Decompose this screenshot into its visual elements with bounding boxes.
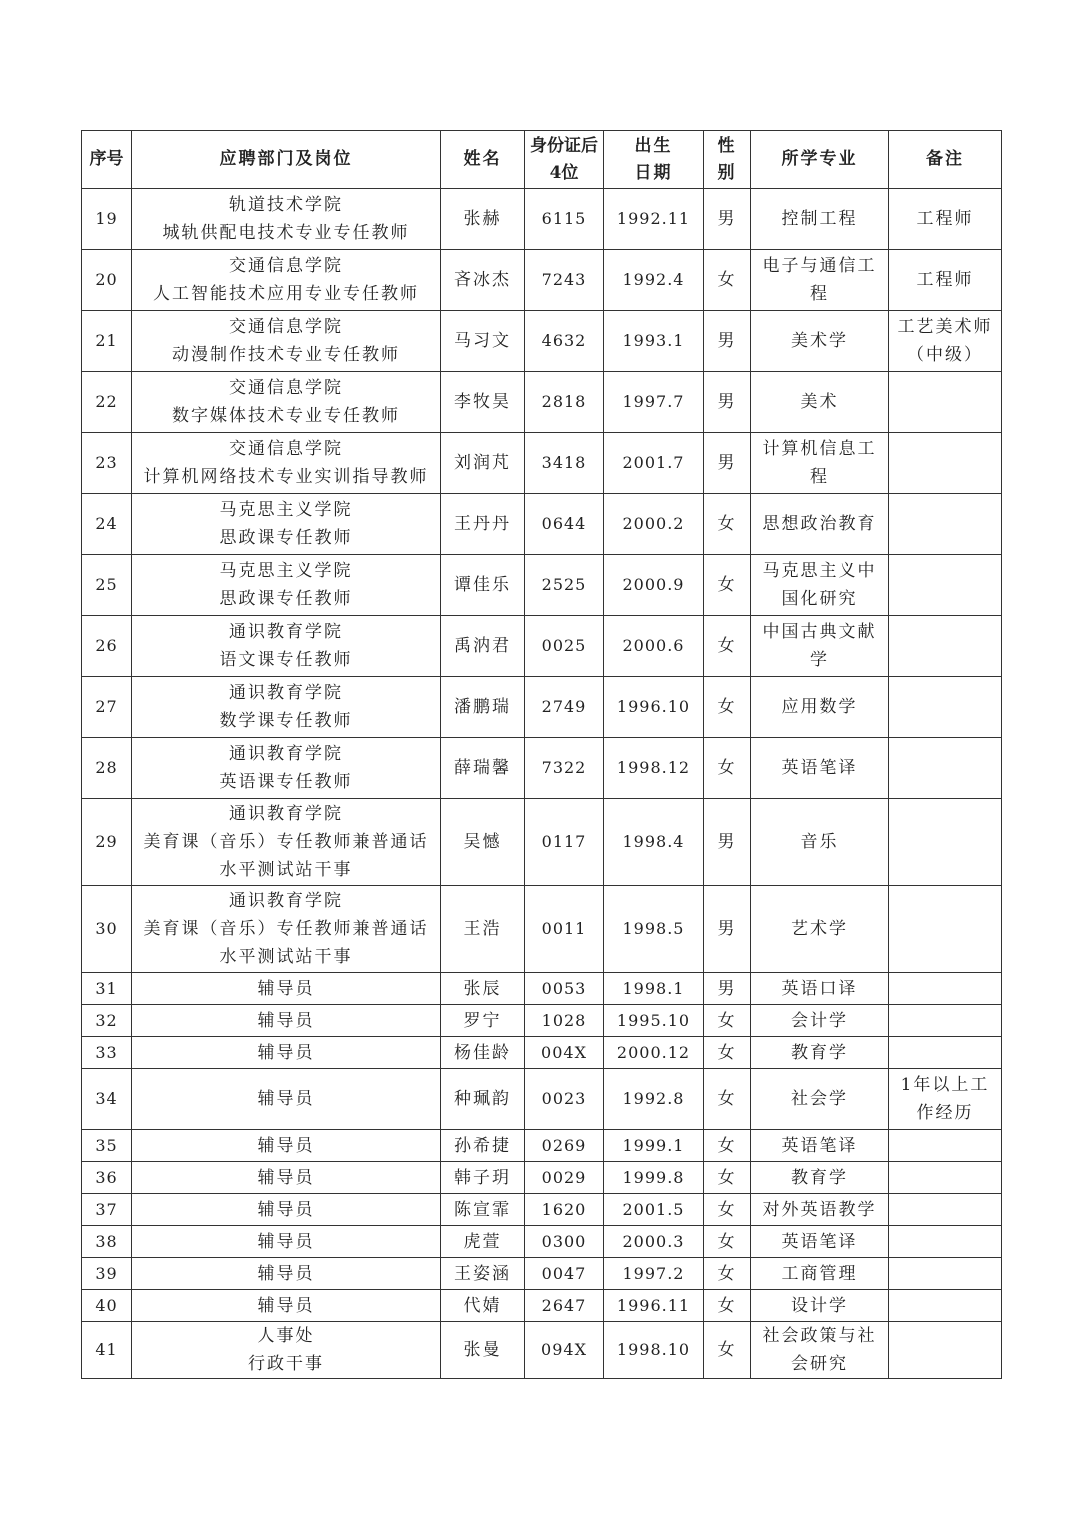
cell-id4: 2818 [525, 372, 604, 433]
cell-note [889, 799, 1002, 886]
cell-position [132, 738, 441, 799]
cell-post: 美育课（音乐）专任教师兼普通话水平测试站干事 [143, 832, 429, 880]
cell-name: 潘鹏瑞 [441, 677, 525, 738]
cell-post: 辅导员 [257, 1167, 315, 1188]
cell-major: 中国古典文献学 [751, 616, 889, 677]
cell-position [132, 1194, 441, 1226]
cell-id4: 4632 [525, 311, 604, 372]
cell-gender: 男 [704, 973, 751, 1005]
cell-birth: 1995.10 [604, 1005, 704, 1037]
cell-seq: 23 [82, 433, 132, 494]
cell-gender: 男 [704, 799, 751, 886]
cell-id4: 0047 [525, 1258, 604, 1290]
table-row [82, 1130, 1002, 1162]
cell-name: 种珮韵 [441, 1069, 525, 1130]
cell-major: 应用数学 [751, 677, 889, 738]
cell-major: 英语笔译 [751, 738, 889, 799]
cell-birth: 1999.8 [604, 1162, 704, 1194]
table-row [82, 1162, 1002, 1194]
cell-birth: 1998.4 [604, 799, 704, 886]
cell-position [132, 973, 441, 1005]
cell-seq: 30 [82, 886, 132, 973]
cell-post: 数字媒体技术专业专任教师 [172, 406, 400, 426]
cell-position [132, 1037, 441, 1069]
cell-note [889, 1226, 1002, 1258]
cell-gender: 女 [704, 1290, 751, 1322]
cell-seq: 25 [82, 555, 132, 616]
cell-gender: 女 [704, 1162, 751, 1194]
cell-id4: 1620 [525, 1194, 604, 1226]
cell-id4: 1028 [525, 1005, 604, 1037]
cell-dept: 通识教育学院 [229, 891, 343, 911]
cell-position [132, 1258, 441, 1290]
header-major: 所学专业 [751, 131, 889, 189]
cell-seq: 36 [82, 1162, 132, 1194]
cell-birth: 1992.4 [604, 250, 704, 311]
cell-post: 人工智能技术应用专业专任教师 [153, 284, 419, 304]
cell-seq: 27 [82, 677, 132, 738]
header-position: 应聘部门及岗位 [132, 131, 441, 189]
cell-id4: 2749 [525, 677, 604, 738]
cell-seq: 32 [82, 1005, 132, 1037]
cell-major: 计算机信息工程 [751, 433, 889, 494]
cell-birth: 2000.6 [604, 616, 704, 677]
cell-name: 王姿涵 [441, 1258, 525, 1290]
cell-note [889, 738, 1002, 799]
cell-seq: 33 [82, 1037, 132, 1069]
cell-note [889, 1037, 1002, 1069]
cell-position [132, 799, 441, 886]
cell-dept: 人事处 [257, 1326, 315, 1346]
cell-name: 张赫 [441, 189, 525, 250]
cell-gender: 女 [704, 616, 751, 677]
cell-birth: 1996.11 [604, 1290, 704, 1322]
cell-major: 工商管理 [751, 1258, 889, 1290]
cell-dept: 交通信息学院 [229, 317, 343, 337]
cell-seq: 31 [82, 973, 132, 1005]
cell-post: 城轨供配电技术专业专任教师 [162, 223, 410, 243]
cell-gender: 女 [704, 555, 751, 616]
table-row [82, 1069, 1002, 1130]
cell-post: 思政课专任教师 [219, 528, 353, 548]
cell-dept: 轨道技术学院 [229, 195, 343, 215]
cell-major: 艺术学 [751, 886, 889, 973]
table-row [82, 311, 1002, 372]
table-row [82, 189, 1002, 250]
cell-major: 美术学 [751, 311, 889, 372]
cell-major: 马克思主义中国化研究 [751, 555, 889, 616]
cell-name: 代婧 [441, 1290, 525, 1322]
cell-post: 数学课专任教师 [219, 711, 353, 731]
cell-birth: 1993.1 [604, 311, 704, 372]
cell-post: 动漫制作技术专业专任教师 [172, 345, 400, 365]
cell-name: 刘润芃 [441, 433, 525, 494]
cell-note [889, 973, 1002, 1005]
cell-dept: 马克思主义学院 [219, 561, 353, 581]
cell-id4: 0269 [525, 1130, 604, 1162]
cell-id4: 0300 [525, 1226, 604, 1258]
cell-birth: 1996.10 [604, 677, 704, 738]
cell-major: 美术 [751, 372, 889, 433]
cell-id4: 0011 [525, 886, 604, 973]
cell-note [889, 1130, 1002, 1162]
cell-note [889, 372, 1002, 433]
cell-name: 杨佳龄 [441, 1037, 525, 1069]
cell-id4: 0644 [525, 494, 604, 555]
cell-note [889, 1162, 1002, 1194]
cell-id4: 7243 [525, 250, 604, 311]
cell-post: 英语课专任教师 [219, 772, 353, 792]
cell-id4: 094X [525, 1322, 604, 1379]
cell-position [132, 372, 441, 433]
table-row [82, 1290, 1002, 1322]
cell-major: 英语口译 [751, 973, 889, 1005]
header-note: 备注 [889, 131, 1002, 189]
cell-position [132, 677, 441, 738]
cell-name: 禹汭君 [441, 616, 525, 677]
cell-note [889, 494, 1002, 555]
cell-name: 陈宣霏 [441, 1194, 525, 1226]
applicant-table [81, 130, 1002, 1379]
cell-gender: 男 [704, 886, 751, 973]
cell-dept: 通识教育学院 [229, 683, 343, 703]
cell-position [132, 1162, 441, 1194]
cell-name: 孙希捷 [441, 1130, 525, 1162]
cell-name: 张辰 [441, 973, 525, 1005]
cell-name: 王丹丹 [441, 494, 525, 555]
cell-birth: 1998.1 [604, 973, 704, 1005]
cell-birth: 2001.5 [604, 1194, 704, 1226]
header-birth: 出生日期 [604, 131, 704, 189]
table-row [82, 616, 1002, 677]
cell-dept: 马克思主义学院 [219, 500, 353, 520]
cell-gender: 女 [704, 1130, 751, 1162]
table-row [82, 886, 1002, 973]
table-row [82, 799, 1002, 886]
cell-id4: 0117 [525, 799, 604, 886]
cell-post: 辅导员 [257, 1231, 315, 1252]
cell-seq: 40 [82, 1290, 132, 1322]
cell-gender: 女 [704, 1069, 751, 1130]
cell-post: 语文课专任教师 [219, 650, 353, 670]
cell-name: 王浩 [441, 886, 525, 973]
cell-gender: 女 [704, 1005, 751, 1037]
cell-major: 控制工程 [751, 189, 889, 250]
cell-post: 辅导员 [257, 1199, 315, 1220]
cell-gender: 女 [704, 250, 751, 311]
table-row [82, 433, 1002, 494]
cell-seq: 39 [82, 1258, 132, 1290]
cell-seq: 41 [82, 1322, 132, 1379]
cell-id4: 3418 [525, 433, 604, 494]
cell-gender: 女 [704, 677, 751, 738]
cell-position [132, 1226, 441, 1258]
cell-post: 辅导员 [257, 978, 315, 999]
cell-birth: 1992.8 [604, 1069, 704, 1130]
cell-birth: 2000.2 [604, 494, 704, 555]
cell-post: 美育课（音乐）专任教师兼普通话水平测试站干事 [143, 919, 429, 967]
cell-seq: 20 [82, 250, 132, 311]
cell-id4: 0025 [525, 616, 604, 677]
cell-birth: 1997.2 [604, 1258, 704, 1290]
cell-seq: 21 [82, 311, 132, 372]
cell-gender: 女 [704, 1194, 751, 1226]
cell-dept: 交通信息学院 [229, 256, 343, 276]
cell-birth: 1998.12 [604, 738, 704, 799]
cell-post: 辅导员 [257, 1295, 315, 1316]
cell-name: 张曼 [441, 1322, 525, 1379]
cell-id4: 6115 [525, 189, 604, 250]
cell-gender: 男 [704, 433, 751, 494]
cell-seq: 22 [82, 372, 132, 433]
cell-position [132, 886, 441, 973]
cell-seq: 37 [82, 1194, 132, 1226]
cell-birth: 1997.7 [604, 372, 704, 433]
cell-major: 音乐 [751, 799, 889, 886]
cell-note: 工艺美术师（中级） [889, 311, 1002, 372]
cell-seq: 19 [82, 189, 132, 250]
cell-dept: 通识教育学院 [229, 804, 343, 824]
table-row [82, 1005, 1002, 1037]
cell-gender: 男 [704, 372, 751, 433]
cell-name: 虎萱 [441, 1226, 525, 1258]
cell-dept: 通识教育学院 [229, 622, 343, 642]
cell-birth: 1992.11 [604, 189, 704, 250]
cell-name: 吴憾 [441, 799, 525, 886]
table-row [82, 973, 1002, 1005]
cell-seq: 38 [82, 1226, 132, 1258]
cell-post: 辅导员 [257, 1135, 315, 1156]
header-row [82, 131, 1002, 189]
cell-post: 计算机网络技术专业实训指导教师 [143, 467, 429, 487]
cell-position [132, 1130, 441, 1162]
header-seq: 序号 [82, 131, 132, 189]
cell-name: 马习文 [441, 311, 525, 372]
cell-note: 1年以上工作经历 [889, 1069, 1002, 1130]
cell-major: 思想政治教育 [751, 494, 889, 555]
cell-gender: 男 [704, 189, 751, 250]
cell-dept: 交通信息学院 [229, 439, 343, 459]
cell-birth: 1998.5 [604, 886, 704, 973]
table-row [82, 1258, 1002, 1290]
cell-note [889, 886, 1002, 973]
table-body [82, 189, 1002, 1379]
table-row [82, 677, 1002, 738]
cell-gender: 男 [704, 311, 751, 372]
cell-name: 吝冰杰 [441, 250, 525, 311]
table-row [82, 1037, 1002, 1069]
cell-position [132, 1290, 441, 1322]
cell-id4: 0023 [525, 1069, 604, 1130]
header-gender: 性别 [704, 131, 751, 189]
cell-dept: 通识教育学院 [229, 744, 343, 764]
cell-name: 李牧昊 [441, 372, 525, 433]
cell-birth: 2001.7 [604, 433, 704, 494]
table-row [82, 555, 1002, 616]
cell-name: 韩子玥 [441, 1162, 525, 1194]
cell-birth: 1998.10 [604, 1322, 704, 1379]
cell-id4: 0053 [525, 973, 604, 1005]
cell-note [889, 1290, 1002, 1322]
cell-note [889, 433, 1002, 494]
cell-post: 行政干事 [248, 1354, 324, 1374]
cell-seq: 34 [82, 1069, 132, 1130]
cell-gender: 女 [704, 1037, 751, 1069]
cell-major: 英语笔译 [751, 1130, 889, 1162]
cell-major: 教育学 [751, 1037, 889, 1069]
cell-position [132, 250, 441, 311]
header-id4: 身份证后4位 [525, 131, 604, 189]
cell-id4: 2647 [525, 1290, 604, 1322]
cell-gender: 女 [704, 1226, 751, 1258]
cell-seq: 28 [82, 738, 132, 799]
cell-seq: 26 [82, 616, 132, 677]
cell-major: 设计学 [751, 1290, 889, 1322]
table-row [82, 738, 1002, 799]
table-row [82, 250, 1002, 311]
cell-post: 辅导员 [257, 1010, 315, 1031]
cell-seq: 29 [82, 799, 132, 886]
cell-position [132, 189, 441, 250]
cell-post: 辅导员 [257, 1089, 315, 1109]
cell-note [889, 1322, 1002, 1379]
cell-major: 对外英语教学 [751, 1194, 889, 1226]
cell-birth: 2000.9 [604, 555, 704, 616]
cell-position [132, 555, 441, 616]
cell-position [132, 1322, 441, 1379]
cell-birth: 2000.3 [604, 1226, 704, 1258]
cell-major: 会计学 [751, 1005, 889, 1037]
cell-id4: 004X [525, 1037, 604, 1069]
cell-position [132, 433, 441, 494]
cell-major: 教育学 [751, 1162, 889, 1194]
cell-dept: 交通信息学院 [229, 378, 343, 398]
cell-post: 辅导员 [257, 1263, 315, 1284]
header-name: 姓名 [441, 131, 525, 189]
cell-gender: 女 [704, 1322, 751, 1379]
cell-gender: 女 [704, 494, 751, 555]
table-row [82, 1322, 1002, 1379]
cell-gender: 女 [704, 738, 751, 799]
cell-seq: 24 [82, 494, 132, 555]
cell-post: 辅导员 [257, 1042, 315, 1063]
cell-birth: 1999.1 [604, 1130, 704, 1162]
cell-note: 工程师 [889, 250, 1002, 311]
cell-name: 薛瑞馨 [441, 738, 525, 799]
cell-note [889, 1258, 1002, 1290]
cell-note [889, 616, 1002, 677]
table-row [82, 1194, 1002, 1226]
table-row [82, 372, 1002, 433]
cell-note [889, 1005, 1002, 1037]
cell-name: 谭佳乐 [441, 555, 525, 616]
table-row [82, 1226, 1002, 1258]
cell-note: 工程师 [889, 189, 1002, 250]
cell-note [889, 1194, 1002, 1226]
cell-id4: 2525 [525, 555, 604, 616]
cell-post: 思政课专任教师 [219, 589, 353, 609]
cell-major: 社会政策与社会研究 [751, 1322, 889, 1379]
cell-note [889, 677, 1002, 738]
cell-id4: 7322 [525, 738, 604, 799]
cell-id4: 0029 [525, 1162, 604, 1194]
cell-seq: 35 [82, 1130, 132, 1162]
cell-birth: 2000.12 [604, 1037, 704, 1069]
cell-major: 社会学 [751, 1069, 889, 1130]
cell-position [132, 1005, 441, 1037]
cell-major: 英语笔译 [751, 1226, 889, 1258]
table-row [82, 494, 1002, 555]
cell-major: 电子与通信工程 [751, 250, 889, 311]
cell-gender: 女 [704, 1258, 751, 1290]
cell-note [889, 555, 1002, 616]
cell-position [132, 494, 441, 555]
cell-position [132, 616, 441, 677]
cell-name: 罗宁 [441, 1005, 525, 1037]
cell-position [132, 311, 441, 372]
cell-position [132, 1069, 441, 1130]
